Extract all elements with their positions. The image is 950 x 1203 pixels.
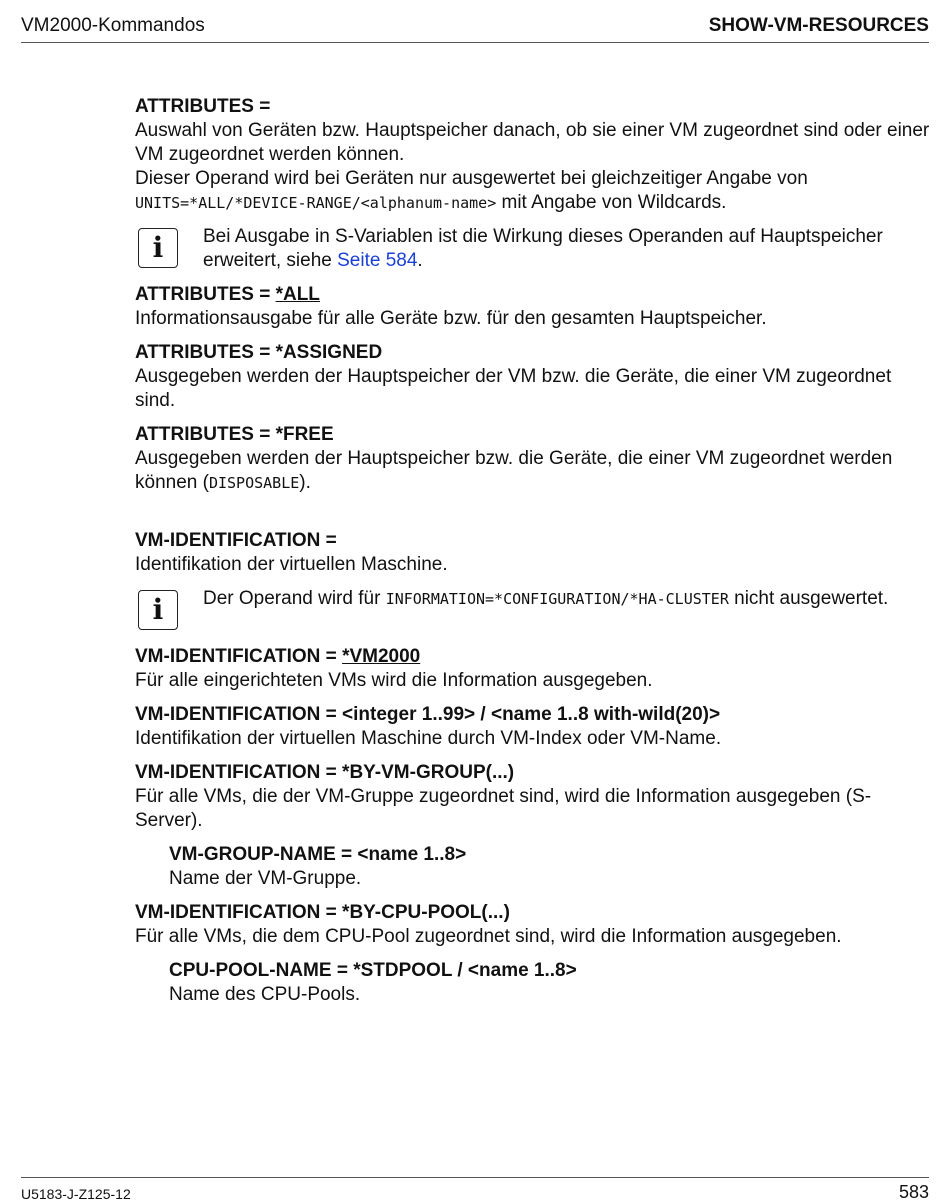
vm-group-name-description: Name der VM-Gruppe. [169, 868, 362, 889]
page-number: 583 [898, 1182, 929, 1202]
attributes-description: Auswahl von Geräten bzw. Hauptspeicher danach, ob sie einer VM zugeordnet sind oder einer VM zugeordnet werden können. [135, 120, 930, 165]
units-code: UNITS=*ALL/*DEVICE-RANGE/<alphanum-name> [135, 194, 497, 212]
vmid-integer-description: Identifikation der virtuellen Maschine durch VM-Index oder VM-Name. [135, 728, 722, 749]
attributes-all-description: Informationsausgabe für alle Geräte bzw. für den gesamten Hauptspeicher. [135, 308, 767, 329]
attributes-heading: ATTRIBUTES = [135, 96, 271, 117]
vmid-heading: VM-IDENTIFICATION = [135, 530, 337, 551]
info-note-text: Der Operand wird für INFORMATION=*CONFIGURATION/*HA-CLUSTER nicht ausgewertet. [203, 588, 889, 609]
vmid-group-block [135, 761, 930, 833]
attributes-free-heading: ATTRIBUTES = *FREE [135, 424, 334, 445]
default-value: *VM2000 [342, 646, 421, 667]
footer-rule [21, 1177, 929, 1178]
vmid-vm2000-heading: VM-IDENTIFICATION = *VM2000 [135, 646, 421, 667]
info-icon: i [138, 228, 178, 268]
vmid-integer-heading: VM-IDENTIFICATION = <integer 1..99> / <name 1..8 with-wild(20)> [135, 704, 721, 725]
vmid-block [135, 529, 930, 577]
attributes-all-heading: ATTRIBUTES = *ALL [135, 284, 320, 305]
info-note-vmid [135, 587, 930, 635]
attributes-free-description: Ausgegeben werden der Hauptspeicher bzw. die Geräte, die einer VM zugeordnet werden können (DISPOSABLE). [135, 448, 893, 493]
attributes-assigned-heading: ATTRIBUTES = *ASSIGNED [135, 342, 383, 363]
page-link[interactable]: Seite 584 [337, 250, 418, 271]
vmid-pool-block [135, 901, 930, 949]
vmid-group-description: Für alle VMs, die der VM-Gruppe zugeordnet sind, wird die Information ausgegeben (S-Server). [135, 786, 872, 831]
cpu-pool-name-heading: CPU-POOL-NAME = *STDPOOL / <name 1..8> [169, 960, 577, 981]
attributes-free-block [135, 423, 930, 495]
header-rule [21, 42, 929, 43]
vm-group-name-block [169, 843, 930, 891]
attributes-description-2-tail: mit Angabe von Wildcards. [496, 192, 727, 213]
info-note-text: Bei Ausgabe in S-Variablen ist die Wirkung dieses Operanden auf Hauptspeicher erweitert, siehe [203, 226, 883, 271]
vmid-description: Identifikation der virtuellen Maschine. [135, 554, 448, 575]
info-icon: i [138, 590, 178, 630]
attributes-description-2: Dieser Operand wird bei Geräten nur ausgewertet bei gleichzeitiger Angabe von [135, 168, 808, 189]
vmid-pool-description: Für alle VMs, die dem CPU-Pool zugeordnet sind, wird die Information ausgegeben. [135, 926, 842, 947]
attributes-all-block [135, 283, 930, 331]
information-code: INFORMATION=*CONFIGURATION/*HA-CLUSTER [385, 590, 729, 608]
attributes-note-line [135, 167, 930, 215]
info-note-attributes: i Bei Ausgabe in S-Variablen ist die Wirkung dieses Operanden auf Hauptspeicher erweitert, siehe Seite 584. [135, 225, 930, 273]
attributes-block [135, 95, 930, 215]
vmid-integer-block [135, 703, 930, 751]
vmid-group-heading: VM-IDENTIFICATION = *BY-VM-GROUP(...) [135, 762, 515, 783]
page-content [135, 95, 930, 1017]
vmid-vm2000-block [135, 645, 930, 693]
cpu-pool-name-block [169, 959, 930, 1007]
vm-group-name-heading: VM-GROUP-NAME = <name 1..8> [169, 844, 467, 865]
running-header-command: SHOW-VM-RESOURCES [708, 15, 929, 36]
running-header-title: VM2000-Kommandos [21, 15, 205, 36]
attributes-assigned-block [135, 341, 930, 413]
default-value: *ALL [275, 284, 320, 305]
vmid-pool-heading: VM-IDENTIFICATION = *BY-CPU-POOL(...) [135, 902, 510, 923]
vmid-vm2000-description: Für alle eingerichteten VMs wird die Information ausgegeben. [135, 670, 653, 691]
attributes-assigned-description: Ausgegeben werden der Hauptspeicher der VM bzw. die Geräte, die einer VM zugeordnet sind. [135, 366, 892, 411]
document-id: U5183-J-Z125-12 [21, 1186, 131, 1202]
disposable-code: DISPOSABLE [208, 474, 300, 492]
cpu-pool-name-description: Name des CPU-Pools. [169, 984, 361, 1005]
